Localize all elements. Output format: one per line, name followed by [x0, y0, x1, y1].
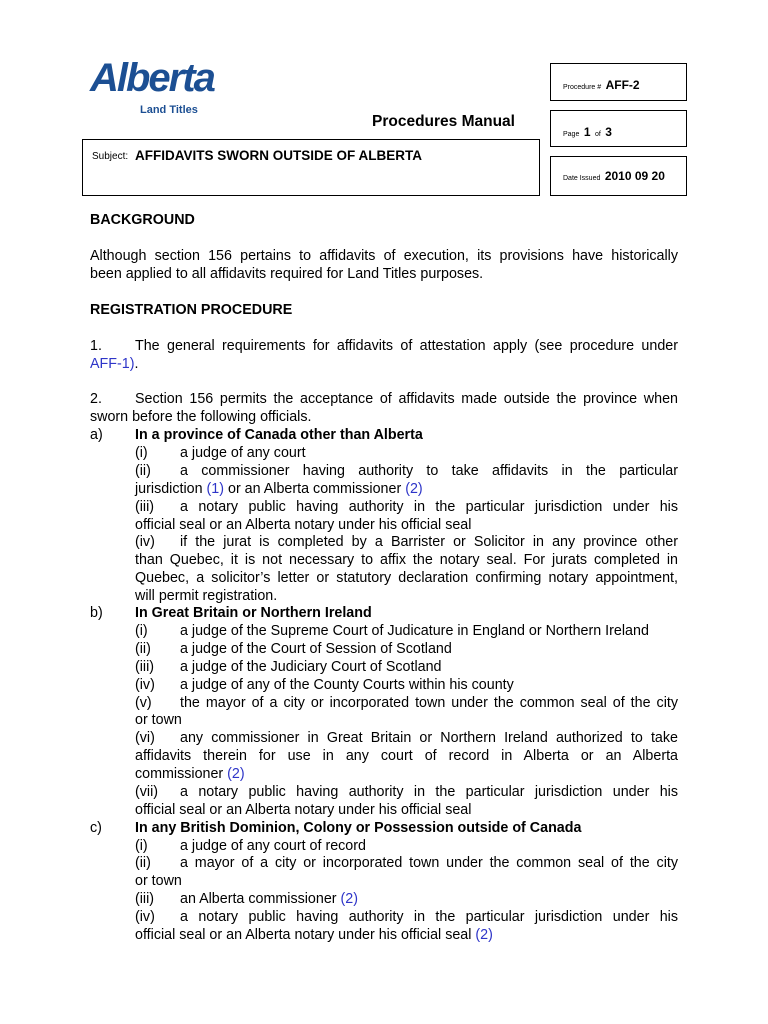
list-item-continued: official seal or an Alberta notary under his official seal [135, 517, 472, 533]
page-label: Page [563, 131, 580, 138]
list-item-continued: or town [135, 712, 182, 728]
list-item: (vii) a notary public having authority in the particular jurisdiction under his [135, 784, 678, 800]
list-item: (iii) an Alberta commissioner (2) [135, 891, 359, 907]
list-item-continued: than Quebec, it is not necessary to affix the notary seal. For jurats completed in [135, 552, 678, 568]
paragraph-text-line: The general requirements for affidavits of attestation apply (see procedure under [135, 338, 678, 354]
list-item: (iii) a notary public having authority in the particular jurisdiction under his [135, 499, 678, 515]
section-heading: In Great Britain or Northern Ireland [135, 605, 372, 621]
paragraph-text-line: sworn before the following officials. [90, 409, 312, 425]
background-text-line: been applied to all affidavits required for Land Titles purposes. [90, 266, 484, 282]
list-item: (iii) a judge of the Judiciary Court of Scotland [135, 659, 442, 675]
list-item: (i) a judge of any court of record [135, 838, 366, 854]
list-item: (iv) if the jurat is completed by a Barrister or Solicitor in any province other [135, 534, 678, 550]
list-item: (iv) a judge of any of the County Courts within his county [135, 677, 514, 693]
date-issued-box [550, 156, 687, 196]
list-item-continued: or town [135, 873, 182, 889]
procedure-number-box [550, 63, 687, 101]
registration-heading: REGISTRATION PROCEDURE [90, 302, 293, 318]
list-item-continued: official seal or an Alberta notary under his official seal [135, 802, 472, 818]
list-item: (ii) a judge of the Court of Session of Scotland [135, 641, 452, 657]
logo-wordmark: Alberta [90, 56, 214, 100]
footnote-2-link[interactable]: (2) [405, 481, 423, 497]
list-item: (i) a judge of the Supreme Court of Judicature in England or Northern Ireland [135, 623, 649, 639]
page-current: 1 [583, 125, 591, 139]
list-item: (vi) any commissioner in Great Britain or Northern Ireland authorized to take [135, 730, 678, 746]
paragraph-number: 1. [90, 338, 102, 354]
alberta-logo [90, 56, 214, 118]
date-label: Date Issued [563, 175, 601, 182]
page-title: Procedures Manual [372, 113, 515, 130]
list-item-continued: official seal or an Alberta notary under his official seal (2) [135, 927, 493, 943]
section-label: c) [90, 820, 102, 836]
footnote-1-link[interactable]: (1) [206, 481, 225, 497]
list-item: (i) a judge of any court [135, 445, 306, 461]
subject-value: AFFIDAVITS SWORN OUTSIDE OF ALBERTA [135, 148, 422, 163]
list-item-continued: affidavits therein for use in any court of record in Alberta or an Alberta [135, 748, 678, 764]
list-item-continued: jurisdiction (1) or an Alberta commissioner (2) [135, 481, 423, 497]
procedure-label: Procedure # [563, 84, 602, 91]
list-item: (ii) a commissioner having authority to take affidavits in the particular [135, 463, 678, 479]
procedure-value: AFF-2 [605, 78, 640, 92]
logo-subtitle: Land Titles [140, 104, 198, 116]
background-text-line: Although section 156 pertains to affidavits of execution, its provisions have historically [90, 248, 678, 264]
section-label: a) [90, 427, 103, 443]
footnote-2-link[interactable]: (2) [475, 927, 493, 943]
section-heading: In any British Dominion, Colony or Possession outside of Canada [135, 820, 582, 836]
paragraph-text-line: AFF-1). [90, 356, 139, 372]
list-item-continued: Quebec, a solicitor’s letter or statutory declaration confirming notary appointment, [135, 570, 678, 586]
section-heading: In a province of Canada other than Alberta [135, 427, 423, 443]
footnote-2-link[interactable]: (2) [227, 766, 245, 782]
page-number-box [550, 110, 687, 147]
page-total: 3 [605, 125, 612, 139]
page-of: of [594, 131, 601, 138]
footnote-2-link[interactable]: (2) [340, 891, 359, 907]
section-label: b) [90, 605, 103, 621]
list-item-continued: commissioner (2) [135, 766, 245, 782]
paragraph-text-line: Section 156 permits the acceptance of affidavits made outside the province when [135, 391, 678, 407]
subject-box [82, 139, 540, 196]
list-item: (ii) a mayor of a city or incorporated town under the common seal of the city [135, 855, 678, 871]
aff-1-link[interactable]: AFF-1) [90, 356, 135, 372]
background-heading: BACKGROUND [90, 212, 195, 228]
list-item: (v) the mayor of a city or incorporated town under the common seal of the city [135, 695, 678, 711]
paragraph-number: 2. [90, 391, 102, 407]
list-item: (iv) a notary public having authority in the particular jurisdiction under his [135, 909, 678, 925]
date-value: 2010 09 20 [604, 169, 665, 183]
subject-label: Subject: [92, 151, 129, 162]
list-item-continued: will permit registration. [135, 588, 278, 604]
